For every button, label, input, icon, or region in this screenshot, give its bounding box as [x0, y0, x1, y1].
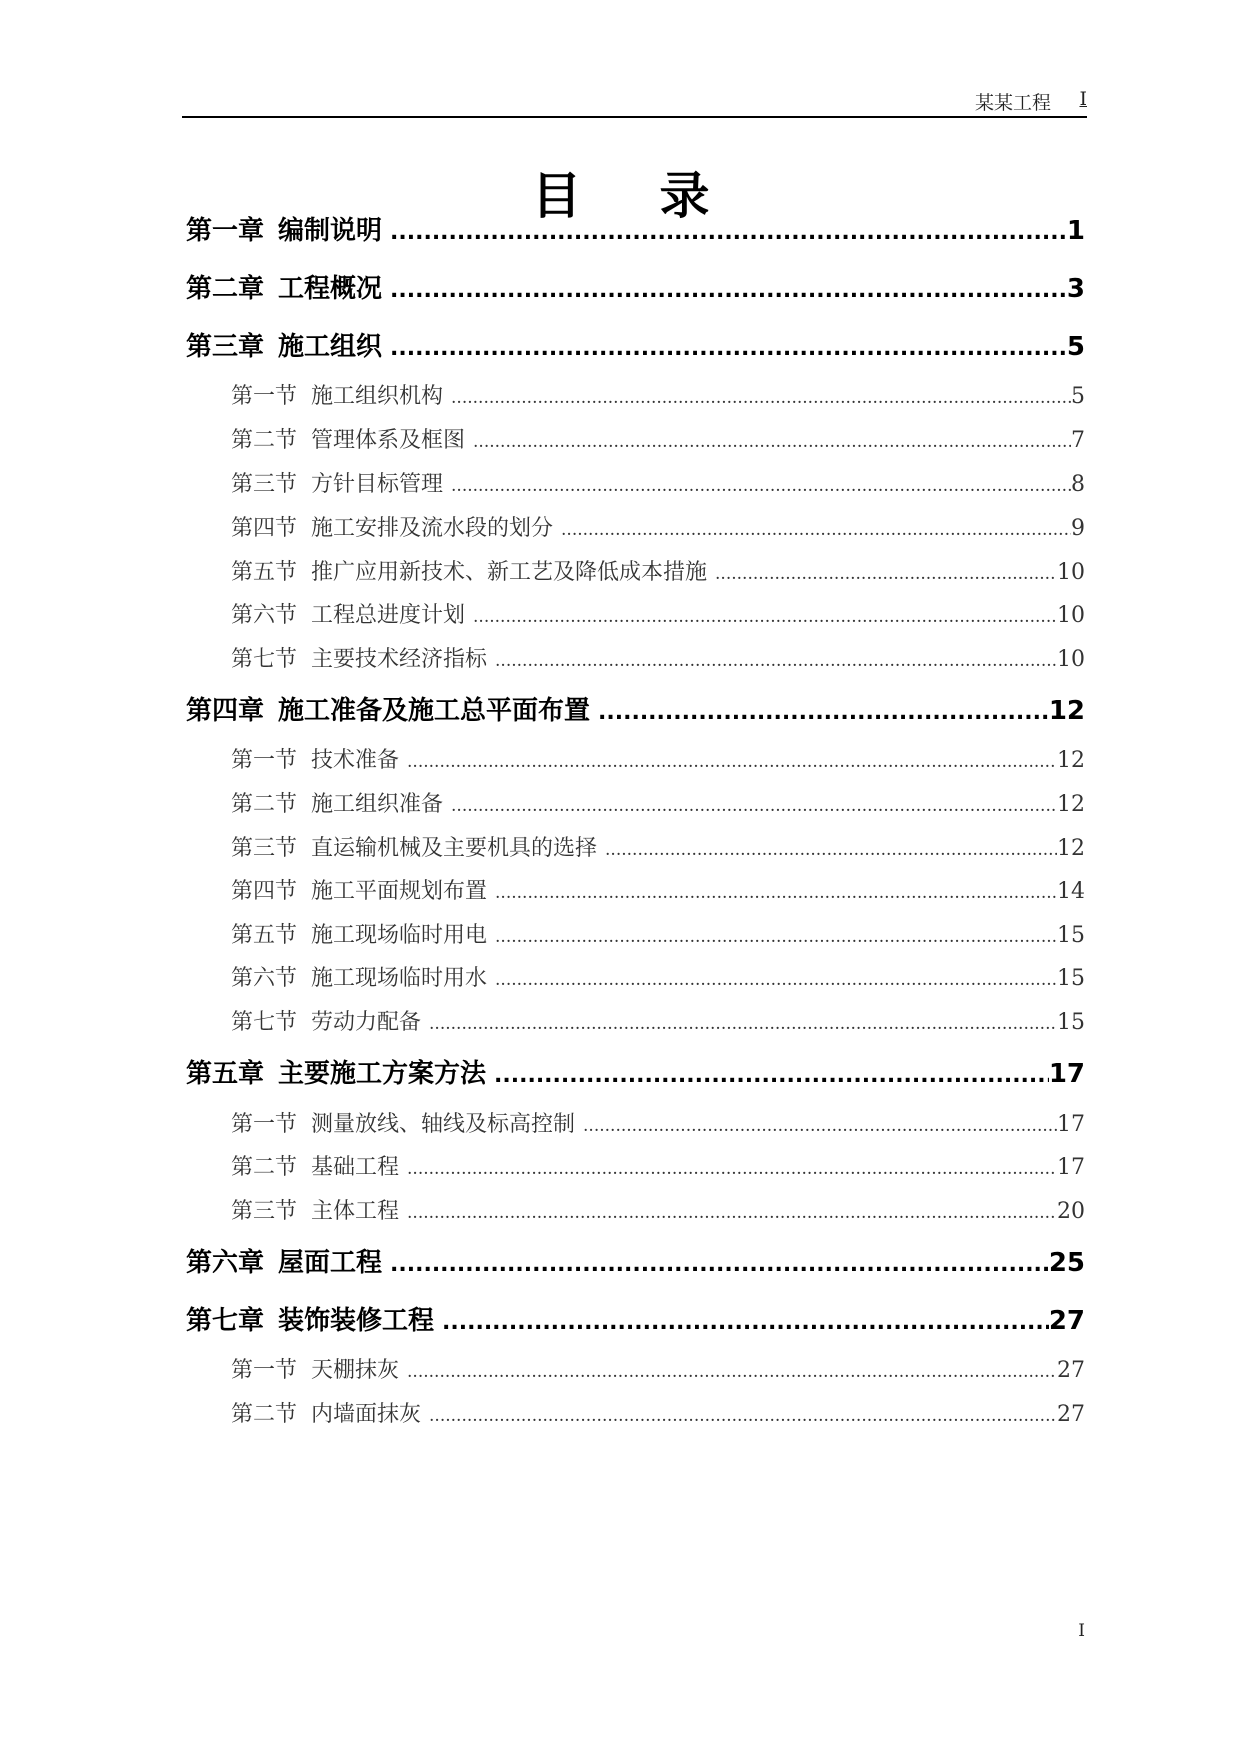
toc-entry-label [231, 831, 605, 862]
toc-page-number: 15 [1057, 1010, 1085, 1035]
toc-section-entry[interactable] [231, 1397, 1085, 1428]
toc-entry-title: 屋面工程 [278, 1248, 383, 1278]
toc-entry-title: 施工现场临时用电 [311, 923, 488, 948]
toc-entry-label [231, 743, 407, 774]
header-title: 某某工程 [974, 92, 1051, 114]
toc-page-number: 12 [1057, 836, 1085, 861]
toc-chapter-entry[interactable] [186, 210, 1085, 247]
toc-section-entry[interactable] [231, 511, 1085, 542]
toc-page-number: 8 [1071, 472, 1085, 497]
toc-dot-leader [494, 1063, 1049, 1088]
toc-entry-number: 第三节 [231, 836, 298, 861]
toc-entry-number: 第六章 [186, 1248, 265, 1278]
toc-page-number: 5 [1071, 384, 1085, 409]
toc-entry-label [231, 423, 473, 454]
toc-section-entry[interactable] [231, 743, 1085, 774]
toc-dot-leader [407, 1362, 1057, 1382]
toc-section-entry[interactable] [231, 918, 1085, 949]
toc-section-entry[interactable] [231, 831, 1085, 862]
toc-entry-title: 施工准备及施工总平面布置 [278, 696, 591, 726]
toc-entry-number: 第七节 [231, 647, 298, 672]
toc-entry-title: 劳动力配备 [311, 1010, 422, 1035]
toc-dot-leader [407, 1159, 1057, 1179]
toc-entry-title: 管理体系及框图 [311, 428, 466, 453]
toc-entry-number: 第五节 [231, 560, 298, 585]
toc-dot-leader [429, 1014, 1057, 1034]
toc-title: 目录 [531, 167, 788, 225]
toc-entry-title: 主体工程 [311, 1199, 400, 1224]
toc-dot-leader [442, 1310, 1049, 1335]
toc-entry-label [231, 1353, 407, 1384]
toc-dot-leader [429, 1406, 1057, 1426]
toc-page-number: 5 [1066, 332, 1085, 362]
toc-entry-label [231, 1107, 583, 1138]
toc-dot-leader [561, 520, 1071, 540]
toc-dot-leader [407, 752, 1057, 772]
toc-entry-title: 基础工程 [311, 1155, 400, 1180]
toc-dot-leader [390, 336, 1067, 361]
toc-entry-number: 第六节 [231, 966, 298, 991]
toc-entry-label [231, 467, 451, 498]
toc-entry-label [231, 379, 451, 410]
toc-entry-number: 第三节 [231, 1199, 298, 1224]
toc-page-number: 15 [1057, 966, 1085, 991]
toc-dot-leader [451, 388, 1071, 408]
toc-entry-number: 第二节 [231, 1155, 298, 1180]
toc-chapter-entry[interactable] [186, 1242, 1085, 1279]
toc-entry-label [231, 918, 495, 949]
toc-entry-title: 施工现场临时用水 [311, 966, 488, 991]
toc-entry-label [231, 1194, 407, 1225]
toc-entry-number: 第一节 [231, 1358, 298, 1383]
toc-entry-label [231, 961, 495, 992]
toc-page-number: 9 [1071, 516, 1085, 541]
toc-section-entry[interactable] [231, 1107, 1085, 1138]
toc-entry-label [186, 210, 390, 247]
toc-entry-number: 第一节 [231, 1112, 298, 1137]
toc-entry-number: 第六节 [231, 603, 298, 628]
toc-entry-label [186, 1242, 390, 1279]
toc-dot-leader [473, 432, 1071, 452]
toc-entry-label [231, 1150, 407, 1181]
toc-entry-number: 第七章 [186, 1306, 265, 1336]
toc-entry-label [186, 1053, 494, 1090]
toc-section-entry[interactable] [231, 467, 1085, 498]
toc-entry-label [186, 268, 390, 305]
toc-chapter-entry[interactable] [186, 1300, 1085, 1337]
toc-entry-number: 第一节 [231, 748, 298, 773]
toc-dot-leader [390, 1252, 1049, 1277]
toc-page-number: 20 [1057, 1199, 1085, 1224]
toc-entry-number: 第四节 [231, 879, 298, 904]
toc-page-number: 17 [1048, 1059, 1085, 1089]
toc-section-entry[interactable] [231, 1005, 1085, 1036]
toc-entry-title: 内墙面抹灰 [311, 1402, 422, 1427]
toc-chapter-entry[interactable] [186, 326, 1085, 363]
toc-dot-leader [390, 220, 1067, 245]
toc-chapter-entry[interactable] [186, 690, 1085, 727]
toc-section-entry[interactable] [231, 555, 1085, 586]
toc-entry-number: 第二节 [231, 792, 298, 817]
toc-entry-title: 主要施工方案方法 [278, 1059, 487, 1089]
toc-dot-leader [390, 278, 1067, 303]
toc-entry-title: 装饰装修工程 [278, 1306, 435, 1336]
toc-section-entry[interactable] [231, 787, 1085, 818]
toc-chapter-entry[interactable] [186, 268, 1085, 305]
toc-section-entry[interactable] [231, 423, 1085, 454]
toc-section-entry[interactable] [231, 1194, 1085, 1225]
toc-entry-title: 测量放线、轴线及标高控制 [311, 1112, 576, 1137]
toc-page-number: 25 [1048, 1248, 1085, 1278]
toc-entry-label [186, 1300, 442, 1337]
toc-entry-number: 第五节 [231, 923, 298, 948]
toc-entry-title: 主要技术经济指标 [311, 647, 488, 672]
toc-dot-leader [495, 883, 1057, 903]
toc-entry-title: 技术准备 [311, 748, 400, 773]
toc-page-number: 27 [1057, 1402, 1085, 1427]
toc-page-number: 17 [1057, 1112, 1085, 1137]
toc-page-number: 10 [1057, 560, 1085, 585]
toc-dot-leader [407, 1203, 1057, 1223]
toc-dot-leader [605, 840, 1057, 860]
toc-dot-leader [598, 700, 1049, 725]
toc-page-number: 12 [1057, 748, 1085, 773]
toc-dot-leader [451, 476, 1071, 496]
toc-entry-label [186, 326, 390, 363]
toc-page-number: 10 [1057, 603, 1085, 628]
toc-section-entry[interactable] [231, 379, 1085, 410]
toc-entry-label [231, 787, 451, 818]
toc-entry-number: 第三章 [186, 332, 265, 362]
toc-page-number: 7 [1071, 428, 1085, 453]
header-page-number: I [1079, 88, 1087, 110]
toc-entry-label [231, 1397, 429, 1428]
toc-page-number: 15 [1057, 923, 1085, 948]
toc-entry-label [231, 642, 495, 673]
toc-entry-number: 第三节 [231, 472, 298, 497]
toc-dot-leader [495, 970, 1057, 990]
toc-entry-label [231, 1005, 429, 1036]
toc-entry-title: 工程总进度计划 [311, 603, 466, 628]
toc-entry-number: 第二章 [186, 274, 265, 304]
toc-entry-title: 施工组织机构 [311, 384, 444, 409]
toc-dot-leader [495, 927, 1057, 947]
toc-entry-number: 第五章 [186, 1059, 265, 1089]
toc-dot-leader [583, 1116, 1057, 1136]
toc-page-number: 12 [1048, 696, 1085, 726]
toc-entry-title: 方针目标管理 [311, 472, 444, 497]
toc-entry-number: 第四章 [186, 696, 265, 726]
toc-section-entry[interactable] [231, 1353, 1085, 1384]
toc-section-entry[interactable] [231, 874, 1085, 905]
toc-dot-leader [495, 651, 1057, 671]
toc-section-entry[interactable] [231, 961, 1085, 992]
toc-page-number: 27 [1057, 1358, 1085, 1383]
toc-section-entry[interactable] [231, 598, 1085, 629]
toc-entry-label [231, 555, 715, 586]
toc-entry-title: 天棚抹灰 [311, 1358, 400, 1383]
toc-entry-number: 第一节 [231, 384, 298, 409]
toc-entry-number: 第一章 [186, 216, 265, 246]
toc-entry-label [186, 690, 598, 727]
toc-entry-title: 施工组织 [278, 332, 383, 362]
footer-page-number: I [1078, 1621, 1085, 1641]
toc-page-number: 10 [1057, 647, 1085, 672]
toc-entry-title: 推广应用新技术、新工艺及降低成本措施 [311, 560, 708, 585]
toc-entry-title: 施工安排及流水段的划分 [311, 516, 554, 541]
toc-chapter-entry[interactable] [186, 1053, 1085, 1090]
toc-section-entry[interactable] [231, 1150, 1085, 1181]
toc-page-number: 12 [1057, 792, 1085, 817]
toc-entry-title: 工程概况 [278, 274, 383, 304]
toc-page-number: 3 [1066, 274, 1085, 304]
toc-entry-title: 编制说明 [278, 216, 383, 246]
toc-entry-number: 第七节 [231, 1010, 298, 1035]
toc-entry-number: 第二节 [231, 428, 298, 453]
toc-entry-label [231, 598, 473, 629]
toc-entry-number: 第四节 [231, 516, 298, 541]
toc-dot-leader [473, 607, 1057, 627]
toc-dot-leader [451, 796, 1057, 816]
toc-page-number: 17 [1057, 1155, 1085, 1180]
toc-dot-leader [715, 564, 1057, 584]
toc-entry-title: 直运输机械及主要机具的选择 [311, 836, 598, 861]
toc-entry-title: 施工组织准备 [311, 792, 444, 817]
toc-section-entry[interactable] [231, 642, 1085, 673]
toc-page-number: 27 [1048, 1306, 1085, 1336]
toc-entry-number: 第二节 [231, 1402, 298, 1427]
toc-page-number: 1 [1066, 216, 1085, 246]
toc-entry-title: 施工平面规划布置 [311, 879, 488, 904]
toc-entry-label [231, 874, 495, 905]
toc-page-number: 14 [1057, 879, 1085, 904]
toc-entry-label [231, 511, 561, 542]
